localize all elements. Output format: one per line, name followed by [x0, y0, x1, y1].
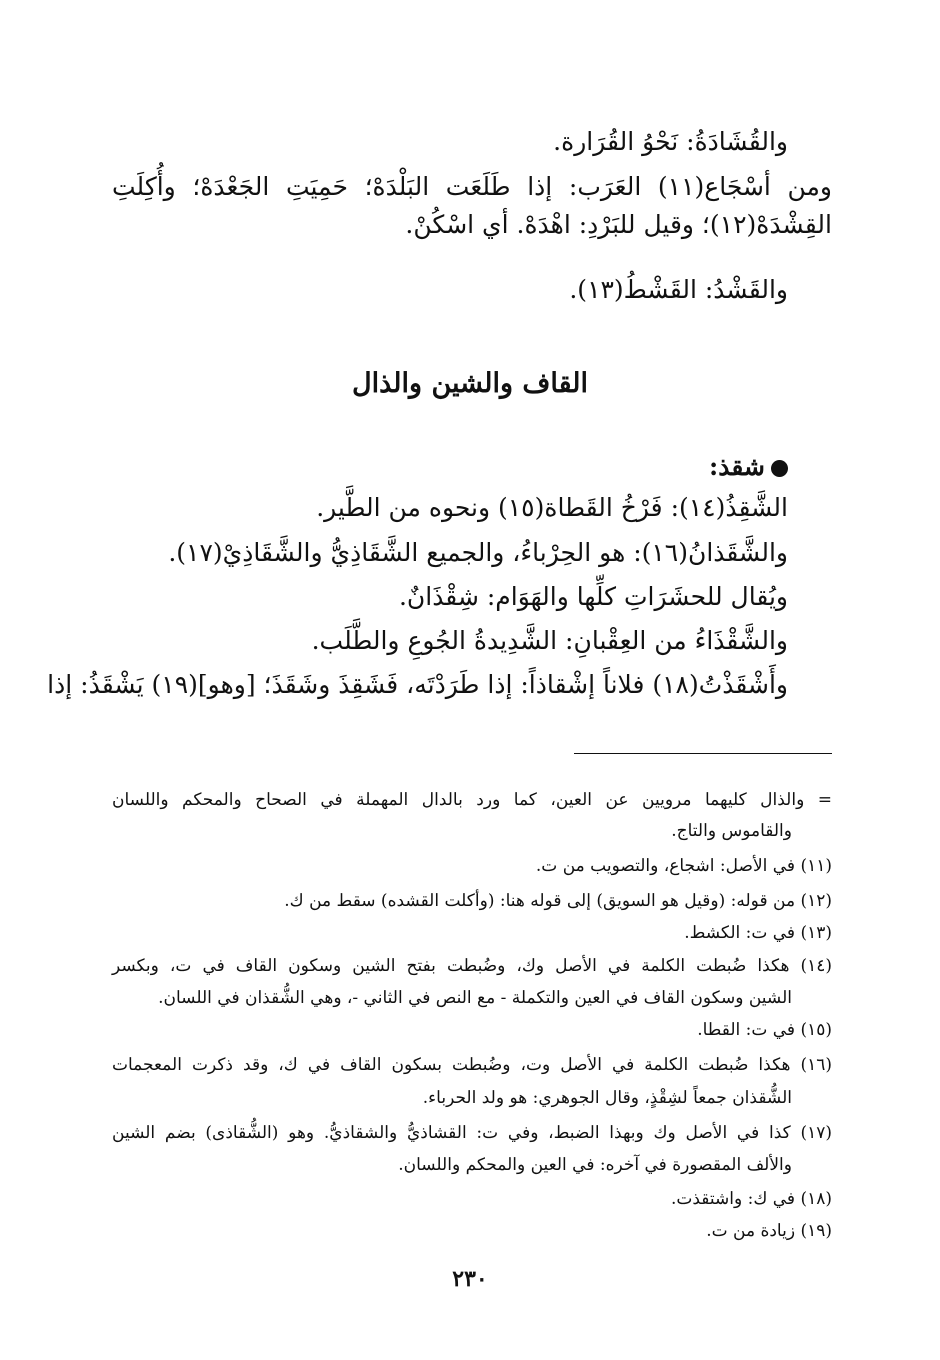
footnote-14-line-1: (١٤) هكذا ضُبطت الكلمة في الأصل وك، وضُبطت بفتح الشين وسكون القاف في ت، وبكسر — [112, 956, 832, 976]
footnote-16-line-2: الشُّقذان جمعاً لشِقْذٍ، وقال الجوهري: هو ولد الحرباء. — [422, 1088, 792, 1108]
section-heading: القاف والشين والذال — [351, 368, 588, 399]
entry-line-1: الشَّقِذُ(١٤): فَرْخُ القَطاة(١٥) ونحوه من الطَّير. — [316, 493, 788, 522]
footnote-17-line-1: (١٧) كذا في الأصل وك وبهذا الضبط، وفي ت: القشاذيُّ والشقاذيُّ. وهو (الشُّقاذى) بضم الشين — [112, 1123, 832, 1143]
footnote-17-line-2: والألف المقصورة في آخره: في العين والمحكم واللسان. — [398, 1155, 792, 1175]
footnote-15: (١٥) في ت: القطا. — [697, 1020, 832, 1040]
body-line-1: والقُشَادَةُ: نَحْوُ القُرَارة. — [553, 127, 788, 156]
footnote-13: (١٣) في ت: الكشط. — [684, 923, 832, 943]
bullet-icon — [771, 460, 788, 477]
entry-line-3: ويُقال للحشَرَاتِ كلِّها والهَوَام: شِقْذَانٌ. — [398, 582, 788, 611]
entry-line-5: وأَشْقَذْتُ(١٨) فلاناً إشْقاذاً: إذا طَرَدْتَه، فَشَقِذَ وشَقَذَ؛ [وهو](١٩) يَشْقَذُ: إذا — [47, 670, 788, 699]
footnote-14-line-2: الشين وسكون القاف في العين والتكملة - مع النص في الثاني -، وهي الشُّقذان في اللسان. — [158, 988, 792, 1008]
footnote-separator — [574, 753, 832, 754]
footnote-16-line-1: (١٦) هكذا ضُبطت الكلمة في الأصل وت، وضُبطت بسكون القاف في ك، وقد ذكرت المعجمات — [112, 1055, 832, 1075]
entry-line-2: والشَّقَذانُ(١٦): هو الحِرْباءُ، والجميع الشَّقَاذِيُّ والشَّقَاذِيْ(١٧). — [168, 538, 788, 567]
body-line-3: القِشْدَهْ(١٢)؛ وقيل للبَرْدِ: اهْدَهْ. أي اسْكُنْ. — [405, 210, 832, 239]
footnote-continuation-line-1: = والذال كليهما مرويين عن العين، كما ورد بالدال المهملة في الصحاح والمحكم واللسان — [112, 790, 832, 810]
footnote-12: (١٢) من قوله: (وقيل هو السويق) إلى قوله هنا: (وأكلت القشده) سقط من ك. — [284, 891, 832, 911]
footnote-continuation-line-2: والقاموس والتاج. — [671, 821, 792, 841]
body-line-2: ومن أسْجَاع(١١) العَرَب: إذا طَلَعَت البَلْدَهْ؛ حَمِيَتِ الجَعْدَهْ؛ وأُكِلَتِ — [112, 172, 832, 201]
body-line-4: والقَشْدُ: القَشْطُ(١٣). — [569, 275, 788, 304]
footnote-18: (١٨) في ك: واشتقذت. — [670, 1189, 832, 1209]
entry-line-4: والشَّقْذَاءُ من العِقْبانِ: الشَّدِيدةُ الجُوعِ والطَّلَب. — [311, 626, 788, 655]
footnote-19: (١٩) زيادة من ت. — [706, 1221, 832, 1241]
entry-headword — [709, 450, 788, 484]
page-number: ٢٣٠ — [452, 1266, 488, 1292]
footnote-11: (١١) في الأصل: اشجاع، والتصويب من ت. — [535, 856, 832, 876]
entry-headword-text: شقذ: — [709, 452, 765, 481]
